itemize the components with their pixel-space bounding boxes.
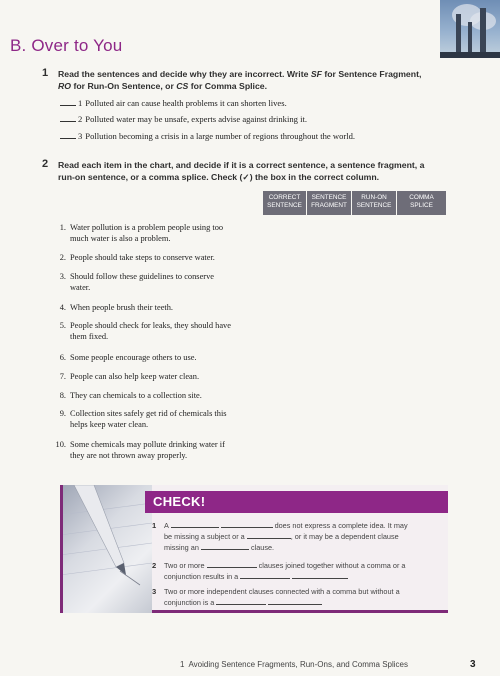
check-item-3: Two or more independent clauses connected with a comma but without a conjunction is a bbox=[164, 587, 400, 607]
pen-writing-photo bbox=[60, 485, 152, 613]
fill-blank[interactable] bbox=[240, 571, 290, 579]
fill-blank[interactable] bbox=[268, 597, 322, 605]
check-item-1: A does not express a complete idea. It may be missing a subject or a , or it may be a dependent clause missing an clause. bbox=[164, 521, 408, 552]
fill-blank[interactable] bbox=[292, 571, 348, 579]
fill-blank[interactable] bbox=[207, 560, 257, 568]
column-comma-splice: COMMA SPLICE bbox=[397, 191, 446, 215]
page-number: 3 bbox=[470, 659, 476, 670]
q1-item-1: 1 Polluted air can cause health problems it can shorten lives. bbox=[60, 97, 287, 109]
question-1-instructions: Read the sentences and decide why they are incorrect. Write SF for Sentence Fragment, RO for Run-On Sentence, or CS for Comma Splice. bbox=[58, 69, 422, 91]
column-sentence-fragment: SENTENCE FRAGMENT bbox=[307, 191, 352, 215]
check-title: CHECK! bbox=[153, 494, 206, 509]
check-item-2-number: 2 bbox=[152, 561, 157, 570]
fill-blank[interactable] bbox=[171, 520, 219, 528]
section-title: B. Over to You bbox=[10, 36, 123, 55]
question-2-instructions: Read each item in the chart, and decide if it is a correct sentence, a sentence fragment, a run-on sentence, or a comma splice. Check (✓) the box in the correct column. bbox=[58, 160, 425, 182]
page-footer bbox=[180, 660, 500, 676]
answer-blank[interactable] bbox=[60, 105, 76, 106]
check-box-accent-bar bbox=[60, 485, 63, 613]
fill-blank[interactable] bbox=[221, 520, 273, 528]
answer-blank[interactable] bbox=[60, 121, 76, 122]
column-run-on-sentence: RUN-ON SENTENCE bbox=[352, 191, 397, 215]
footer-chapter-number: 1 bbox=[180, 660, 185, 669]
fill-blank[interactable] bbox=[216, 597, 266, 605]
check-item-3-number: 3 bbox=[152, 587, 157, 596]
fill-blank[interactable] bbox=[201, 542, 249, 550]
question-2-number: 2 bbox=[42, 158, 49, 170]
check-item-1-number: 1 bbox=[152, 521, 157, 530]
fill-blank[interactable] bbox=[247, 531, 291, 539]
chart-header bbox=[263, 191, 446, 215]
footer-chapter-title: Avoiding Sentence Fragments, Run-Ons, and Comma Splices bbox=[188, 660, 408, 669]
column-correct-sentence: CORRECT SENTENCE bbox=[263, 191, 307, 215]
question-1-number: 1 bbox=[42, 67, 49, 79]
workbook-page: B. Over to You 1 Read the sentences and decide why they are incorrect. Write SF for Sentence Fragment, RO for Run-On Sentence, or CS for Comma Splice. 1 Polluted air can cause health problems it can shorten lives. 2 Polluted water may be unsafe, experts advise against drinking it. 3 Pollution becoming a crisis in a large number of regions throughout the world. 2 Read each item in the chart, and decide if it is a correct sentence, a sentence fragment, a run-on sentence, or a comma splice. Check (✓) the box in the correct column. CORRECT SENTENCE SENTENCE FRAGMENT RUN-ON SENTENCE COMMA SPLICE 1. Water pollution is a problem people using too much water is also a problem. 2. People should take steps to conserve water. 3. Should follow these guidelines to conserve water. 4. When people brush their teeth. 5. People should check for leaks, they should have them fixed. 6. Some people encourage others to use. 7. People can also help keep water clean. 8. They can chemicals to a collection site. 9. Collection sites safely get rid of chemicals this helps keep water clean. 10. Some chemicals may pollute drinking water if they are not thrown away properly. CHECK! 1 A does not express a complete idea. It may be missing a subject or a , or it may be a dependent clause missing an clause. 2 Two or more clauses joined together without a comma or a conjunction results in a 3 Two or more independent clauses connected with a comma but without a conjunction is a 1 Avoiding Sentence Fragments, Run-Ons, and Comma Splices 3 bbox=[0, 0, 500, 676]
answer-blank[interactable] bbox=[60, 138, 76, 139]
q1-item-3: 3 Pollution becoming a crisis in a large number of regions throughout the world. bbox=[60, 130, 355, 142]
check-item-2: Two or more clauses joined together without a comma or a conjunction results in a bbox=[164, 561, 406, 581]
smokestack-photo bbox=[440, 0, 500, 58]
q1-item-2: 2 Polluted water may be unsafe, experts advise against drinking it. bbox=[60, 113, 307, 125]
